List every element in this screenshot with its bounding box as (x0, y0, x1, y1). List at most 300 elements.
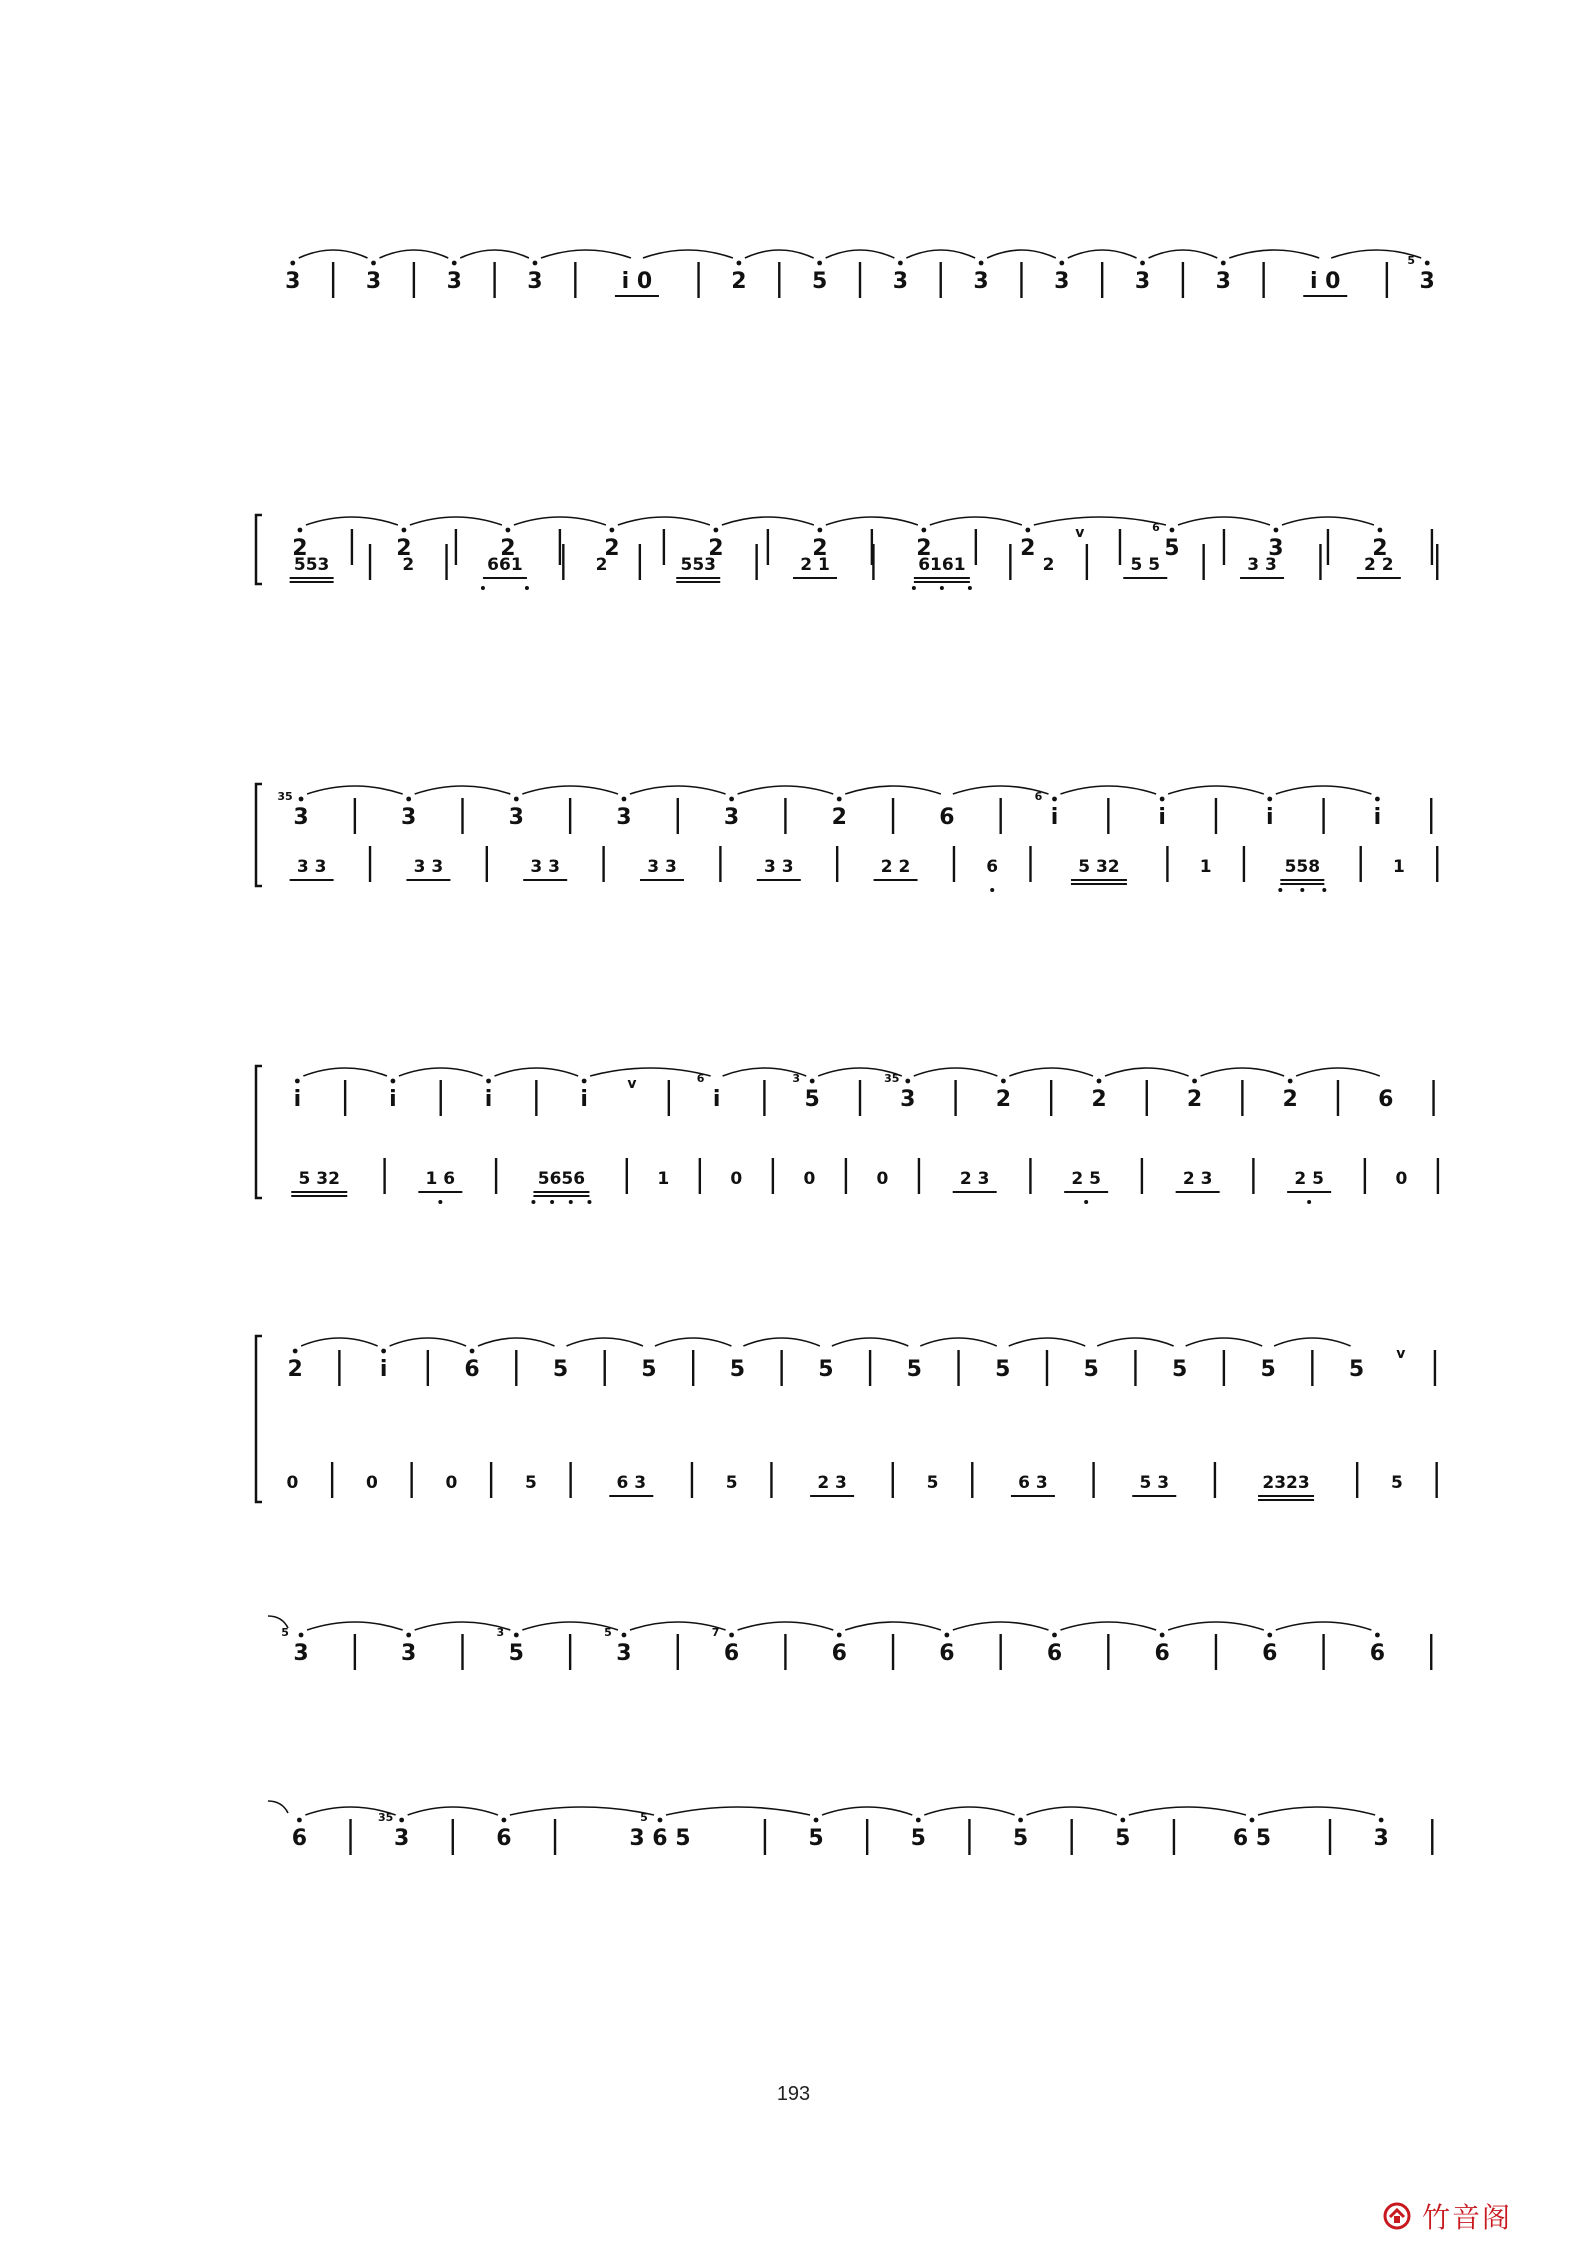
accompaniment-note: 5 5 (1130, 555, 1161, 575)
octave-dot-high (737, 261, 742, 266)
grace-note: 5 (281, 1626, 289, 1639)
melody-note: 3 (446, 269, 462, 294)
octave-dot-high (502, 1818, 507, 1823)
octave-dot-high (817, 528, 822, 533)
melody-note: 6 (831, 1641, 847, 1666)
accompaniment-note: 2 (1042, 555, 1055, 575)
octave-dot-low (531, 1200, 535, 1204)
slur (510, 1807, 654, 1815)
octave-dot-high (1160, 797, 1165, 802)
melody-note: i (580, 1087, 588, 1112)
octave-dot-high (470, 1349, 475, 1354)
melody-note: 5 (808, 1826, 824, 1851)
octave-dot-high (290, 261, 295, 266)
melody-note: 6 (939, 805, 955, 830)
grace-note: 3 (496, 1626, 505, 1639)
accompaniment-note: 1 (657, 1169, 670, 1189)
melody-note: 5 (906, 1357, 922, 1382)
octave-dot-high (582, 1079, 587, 1084)
octave-dot-low (1322, 888, 1326, 892)
melody-note: 2 (1282, 1087, 1298, 1112)
accompaniment-note: 553 (680, 555, 716, 575)
slur (745, 250, 814, 258)
octave-dot-high (399, 1818, 404, 1823)
slur (1068, 250, 1137, 258)
slur (930, 517, 1022, 525)
accompaniment-note: 5 (524, 1473, 537, 1493)
slur (478, 1338, 554, 1346)
accompaniment-note: 558 (1284, 857, 1321, 877)
melody-note: 5 (1348, 1357, 1365, 1382)
octave-dot-high (944, 1633, 949, 1638)
accompaniment-note: 0 (445, 1473, 458, 1493)
slur (1105, 1068, 1189, 1076)
slur (380, 250, 449, 258)
melody-note: 3 (1419, 269, 1435, 294)
grace-note: 5 (604, 1626, 612, 1639)
melody-note: i (293, 1087, 302, 1112)
accompaniment-note: 3 3 (413, 857, 444, 877)
octave-dot-high (658, 1818, 663, 1823)
slur (630, 786, 726, 794)
slur (410, 517, 502, 525)
melody-note: 2 (916, 536, 932, 561)
octave-dot-high (406, 1633, 411, 1638)
octave-dot-high (837, 1633, 842, 1638)
octave-dot-low (587, 1200, 591, 1204)
melody-note: 2 (396, 536, 412, 561)
accompaniment-note: 6 3 (1018, 1473, 1048, 1493)
slur (924, 1807, 1014, 1815)
accompaniment-note: 5656 (537, 1169, 586, 1189)
system-bracket (256, 784, 262, 886)
slur (722, 517, 814, 525)
accompaniment-note: 2 3 (959, 1169, 990, 1189)
slur (390, 1338, 466, 1346)
slur (1061, 786, 1157, 794)
octave-dot-low (1300, 888, 1304, 892)
slur (618, 517, 710, 525)
accompaniment-note: 2323 (1262, 1473, 1310, 1493)
accompaniment-note: 5 32 (1078, 857, 1120, 877)
slur (301, 1338, 377, 1346)
octave-dot-high (921, 528, 926, 533)
octave-dot-high (299, 797, 304, 802)
accompaniment-note: 3 3 (647, 857, 677, 877)
slur (655, 1338, 731, 1346)
grace-note: 35 (884, 1072, 900, 1085)
slur (845, 1622, 941, 1630)
accompaniment-note: 2 1 (800, 555, 830, 575)
melody-note: 5 (1012, 1826, 1029, 1851)
slur (845, 786, 941, 794)
accompaniment-note: 2 3 (817, 1473, 847, 1493)
octave-dot-high (1025, 528, 1030, 533)
accompaniment-note: 3 3 (530, 857, 560, 877)
octave-dot-high (1192, 1079, 1197, 1084)
grace-note: 6 (1034, 790, 1043, 803)
melody-note: 3 (1134, 269, 1151, 294)
melody-note: i (1158, 805, 1166, 830)
accompaniment-note: 661 (487, 555, 523, 575)
slur (415, 786, 511, 794)
slur (914, 1068, 998, 1076)
melody-note: 6 (939, 1641, 955, 1666)
octave-dot-high (817, 261, 822, 266)
slur (522, 786, 618, 794)
octave-dot-low (912, 586, 916, 590)
slur (306, 517, 398, 525)
accompaniment-note: 2 5 (1071, 1169, 1101, 1189)
slur (303, 1068, 387, 1076)
octave-dot-high (810, 1079, 815, 1084)
melody-note: i (379, 1357, 388, 1382)
accompaniment-note: 6161 (918, 555, 966, 575)
melody-note: 6 (1154, 1641, 1170, 1666)
melody-note: 6 (464, 1357, 480, 1382)
octave-dot-low (550, 1200, 554, 1204)
slur (1296, 1068, 1380, 1076)
melody-note: 2 (708, 536, 724, 561)
octave-dot-high (1097, 1079, 1102, 1084)
slur (826, 517, 918, 525)
slur (1186, 1338, 1262, 1346)
slur (1168, 1622, 1264, 1630)
octave-dot-high (979, 261, 984, 266)
melody-note: 2 (1091, 1087, 1107, 1112)
octave-dot-high (391, 1079, 396, 1084)
octave-dot-high (486, 1079, 491, 1084)
octave-dot-low (968, 586, 972, 590)
melody-note: 5 (1115, 1826, 1131, 1851)
melody-note: 5 (1260, 1357, 1276, 1382)
octave-dot-high (1288, 1079, 1293, 1084)
slur (1276, 1622, 1372, 1630)
slur (1274, 1338, 1350, 1346)
melody-note: 2 (500, 536, 516, 561)
system-bracket (256, 1336, 262, 1502)
accompaniment-note: 2 (595, 555, 608, 575)
octave-dot-high (729, 1633, 734, 1638)
octave-dot-high (1375, 797, 1380, 802)
melody-note: 6 (723, 1641, 740, 1666)
octave-dot-low (1307, 1200, 1311, 1204)
tie-continuation (268, 1801, 288, 1813)
grace-note: 7 (711, 1626, 720, 1639)
octave-dot-high (293, 1349, 298, 1354)
melody-note: 5 (811, 269, 828, 294)
accompaniment-note: 5 (1390, 1473, 1403, 1493)
slur (1276, 786, 1372, 794)
melody-note: 3 (616, 1641, 632, 1666)
octave-dot-high (1120, 1818, 1125, 1823)
octave-dot-high (1274, 528, 1279, 533)
melody-note: 3 (365, 269, 382, 294)
melody-note: 5 (1164, 536, 1180, 561)
slur (1229, 250, 1319, 258)
octave-dot-high (506, 528, 511, 533)
octave-dot-low (1084, 1200, 1088, 1204)
melody-note: 5 (508, 1641, 524, 1666)
melody-note: 5 (1083, 1357, 1099, 1382)
accompaniment-note: 553 (293, 555, 330, 575)
slur (408, 1807, 498, 1815)
accompaniment-note: 2 2 (880, 857, 911, 877)
accompaniment-note: 0 (365, 1473, 378, 1493)
octave-dot-high (402, 528, 407, 533)
slur (738, 786, 834, 794)
accompaniment-note: 0 (803, 1169, 816, 1189)
grace-note: 35 (277, 790, 293, 803)
octave-dot-high (1140, 261, 1145, 266)
octave-dot-high (406, 797, 411, 802)
octave-dot-high (533, 261, 538, 266)
melody-note: 2 (1186, 1087, 1203, 1112)
octave-dot-high (898, 261, 903, 266)
melody-note: 2 (831, 805, 847, 830)
melody-note: i (712, 1087, 721, 1112)
slur (743, 1338, 819, 1346)
accompaniment-note: 2 5 (1294, 1169, 1324, 1189)
octave-dot-high (1221, 261, 1226, 266)
melody-note: 3 (723, 805, 740, 830)
melody-note: 3 (616, 805, 632, 830)
slur (1009, 1338, 1085, 1346)
melody-note: 2 (604, 536, 620, 561)
slur (1258, 1807, 1375, 1815)
octave-dot-high (1267, 1633, 1272, 1638)
octave-dot-high (1059, 261, 1064, 266)
melody-note: 5 (995, 1357, 1011, 1382)
slur (541, 250, 631, 258)
melody-note: 2 (1020, 536, 1036, 561)
brand-mark-icon (1382, 2201, 1412, 2231)
slur (567, 1338, 643, 1346)
octave-dot-high (514, 1633, 519, 1638)
melody-note: 5 (729, 1357, 746, 1382)
octave-dot-high (295, 1079, 300, 1084)
melody-note: i (1050, 805, 1059, 830)
octave-dot-high (916, 1818, 921, 1823)
slur (1201, 1068, 1285, 1076)
octave-dot-high (609, 528, 614, 533)
melody-note: 6 (1378, 1087, 1394, 1112)
grace-note: 6 (696, 1072, 705, 1085)
melody-note: i 0 (1309, 269, 1341, 294)
accompaniment-note: 6 3 (616, 1473, 647, 1493)
octave-dot-high (1018, 1818, 1023, 1823)
octave-dot-low (525, 586, 529, 590)
octave-dot-high (1379, 1818, 1384, 1823)
melody-note: 5 (818, 1357, 834, 1382)
melody-note: 5 (1172, 1357, 1188, 1382)
melody-note: i (1373, 805, 1382, 830)
brand-name: 竹音阁 (1422, 2201, 1513, 2234)
melody-note: 5 (910, 1826, 926, 1851)
octave-dot-high (1052, 1633, 1057, 1638)
octave-dot-low (1278, 888, 1282, 892)
accompaniment-note: 0 (730, 1169, 743, 1189)
slur (1149, 250, 1218, 258)
melody-note: 3 (900, 1087, 916, 1112)
melody-note: 3 (285, 269, 301, 294)
accompaniment-note: 2 2 (1364, 555, 1394, 575)
octave-dot-low (438, 1200, 442, 1204)
grace-note: 5 (640, 1811, 648, 1824)
octave-dot-high (1001, 1079, 1006, 1084)
melody-note: 2 (287, 1357, 303, 1382)
slur (643, 250, 733, 258)
slur (590, 1068, 710, 1076)
slur (822, 1807, 912, 1815)
octave-dot-high (1250, 1818, 1255, 1823)
melody-note: 2 (292, 536, 308, 561)
system-bracket (256, 1066, 262, 1198)
octave-dot-high (622, 797, 627, 802)
melody-note: 5 (641, 1357, 657, 1382)
melody-note: 3 (1373, 1826, 1389, 1851)
accompaniment-note: 2 3 (1182, 1169, 1213, 1189)
accompaniment-note: 0 (1395, 1169, 1408, 1189)
slur (826, 250, 895, 258)
melody-note: i (389, 1087, 397, 1112)
slur (399, 1068, 483, 1076)
melody-note: 3 (293, 1641, 309, 1666)
accompaniment-note: 3 3 (763, 857, 794, 877)
slur (514, 517, 606, 525)
melody-note: 3 (973, 269, 989, 294)
grace-note: 5 (1407, 254, 1416, 267)
grace-note: 3 (792, 1072, 801, 1085)
melody-note: 3 (401, 805, 417, 830)
accompaniment-note: 0 (876, 1169, 889, 1189)
grace-note: 35 (377, 1811, 394, 1824)
slur (1178, 517, 1270, 525)
accompaniment-note: 0 (286, 1473, 299, 1493)
accompaniment-note: 1 6 (425, 1169, 456, 1189)
octave-dot-low (940, 586, 944, 590)
melody-note: 5 (552, 1357, 569, 1382)
octave-dot-high (622, 1633, 627, 1638)
slur (1061, 1622, 1157, 1630)
accompaniment-note: 2 (402, 555, 415, 575)
slur (920, 1338, 996, 1346)
accompaniment-note: 3 3 (1247, 555, 1277, 575)
melody-note: 6 (496, 1826, 512, 1851)
slur (1129, 1807, 1246, 1815)
slur (953, 1622, 1049, 1630)
octave-dot-low (569, 1200, 573, 1204)
melody-note: 3 (892, 269, 909, 294)
octave-dot-high (729, 797, 734, 802)
octave-dot-high (299, 1633, 304, 1638)
octave-dot-high (452, 261, 457, 266)
slur (1027, 1807, 1117, 1815)
melody-note: 6 5 (1232, 1826, 1272, 1851)
octave-dot-high (837, 797, 842, 802)
accompaniment-note: 5 3 (1139, 1473, 1170, 1493)
octave-dot-low (990, 888, 994, 892)
melody-note: 3 (1054, 269, 1070, 294)
accompaniment-note: 5 (725, 1473, 738, 1493)
melody-note: 3 (393, 1826, 410, 1851)
slur (987, 250, 1056, 258)
breath-mark: v (1075, 525, 1085, 541)
melody-note: 3 (1215, 269, 1231, 294)
slur (299, 250, 368, 258)
melody-note: 6 (1046, 1641, 1063, 1666)
slur (666, 1807, 810, 1815)
octave-dot-high (1052, 797, 1057, 802)
slur (460, 250, 529, 258)
slur (1034, 517, 1166, 525)
slur (1009, 1068, 1093, 1076)
melody-note: 6 (1369, 1641, 1386, 1666)
brand-logo (1382, 2196, 1512, 2236)
melody-note: 5 (804, 1087, 820, 1112)
melody-note: 2 (731, 269, 747, 294)
slur (906, 250, 975, 258)
octave-dot-high (1425, 261, 1430, 266)
accompaniment-note: 5 32 (298, 1169, 340, 1189)
accompaniment-note: 1 (1393, 857, 1405, 877)
octave-dot-high (297, 1818, 302, 1823)
melody-note: i 0 (621, 269, 653, 294)
octave-dot-high (713, 528, 718, 533)
octave-dot-high (1378, 528, 1383, 533)
octave-dot-low (481, 586, 485, 590)
grace-note: 6 (1152, 521, 1160, 534)
slur (832, 1338, 908, 1346)
slur (1097, 1338, 1173, 1346)
breath-mark: v (1396, 1346, 1406, 1362)
octave-dot-high (371, 261, 376, 266)
octave-dot-high (1267, 797, 1272, 802)
slur (1282, 517, 1374, 525)
melody-note: 2 (995, 1087, 1012, 1112)
slur (495, 1068, 579, 1076)
melody-note: 2 (812, 536, 828, 561)
accompaniment-note: 5 (926, 1473, 939, 1493)
melody-note: 3 (1268, 536, 1284, 561)
melody-note: 3 (401, 1641, 417, 1666)
accompaniment-note: 3 3 (296, 857, 327, 877)
melody-note: 3 6 5 (629, 1826, 691, 1851)
octave-dot-high (1160, 1633, 1165, 1638)
slur (307, 1622, 403, 1630)
octave-dot-high (1375, 1633, 1380, 1638)
accompaniment-note: 6 (986, 857, 999, 877)
octave-dot-high (381, 1349, 386, 1354)
breath-mark: v (627, 1076, 637, 1092)
octave-dot-high (298, 528, 303, 533)
page-number: 193 (776, 2083, 811, 2105)
octave-dot-high (514, 797, 519, 802)
octave-dot-high (905, 1079, 910, 1084)
melody-note: 6 (1262, 1641, 1278, 1666)
accompaniment-note: 1 (1199, 857, 1212, 877)
melody-note: 6 (291, 1826, 308, 1851)
octave-dot-high (1170, 528, 1175, 533)
slur (307, 786, 403, 794)
melody-note: 2 (1372, 536, 1388, 561)
octave-dot-high (814, 1818, 819, 1823)
melody-note: i (1266, 805, 1274, 830)
slur (738, 1622, 834, 1630)
melody-note: i (484, 1087, 493, 1112)
system-bracket (256, 515, 262, 584)
melody-note: 3 (508, 805, 524, 830)
